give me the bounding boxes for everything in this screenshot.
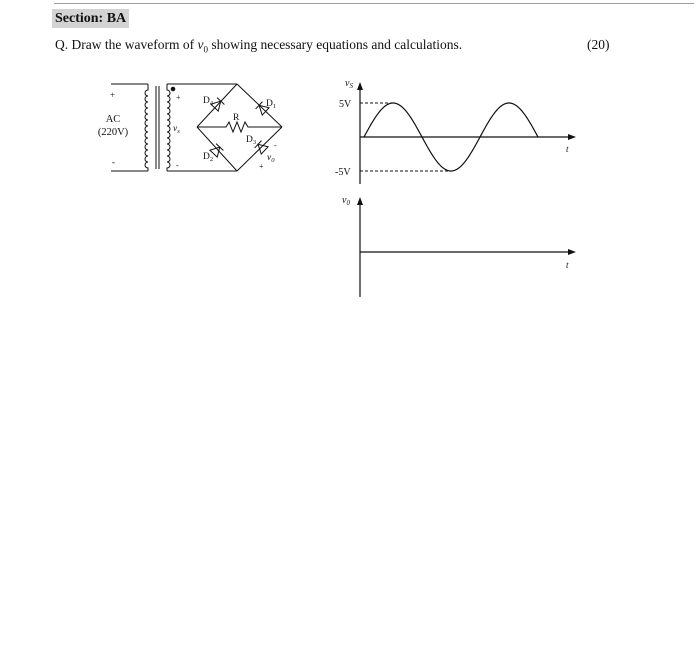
- resistor-label: R: [233, 113, 240, 123]
- bridge-rectifier-circuit: [111, 84, 282, 171]
- diode-d1-label: $D_1$: [266, 99, 277, 110]
- secondary-plus: +: [176, 93, 181, 102]
- question-marks: (20): [587, 37, 610, 52]
- output-y-axis-arrow: [357, 197, 363, 205]
- positive-peak-label: 5V: [339, 99, 352, 110]
- question-suffix: showing necessary equations and calculations.: [207, 37, 463, 52]
- secondary-voltage-label: $v_s$: [173, 124, 180, 135]
- negative-peak-label: -5V: [335, 167, 351, 178]
- input-x-axis-label: t: [566, 144, 569, 154]
- load-resistor: [197, 122, 282, 132]
- question-variable-subscript: 0: [203, 44, 208, 55]
- question-prefix: Q. Draw the waveform of: [55, 37, 198, 52]
- input-waveform-graph: [335, 78, 576, 184]
- output-x-axis-label: t: [566, 260, 569, 270]
- diode-d3-label: $D_3$: [246, 135, 257, 146]
- input-y-axis-label: $v_S$: [345, 78, 353, 90]
- question-variable: v: [197, 37, 204, 52]
- output-minus: -: [274, 141, 277, 150]
- primary-coil: [145, 84, 148, 171]
- primary-plus: +: [110, 90, 116, 100]
- ac-source-value: (220V): [97, 127, 129, 138]
- output-waveform-graph: [342, 195, 576, 297]
- secondary-minus: -: [176, 161, 179, 170]
- section-header: Section: BA: [52, 9, 129, 28]
- output-voltage-label: $v_0$: [267, 153, 275, 164]
- primary-minus: -: [112, 157, 115, 167]
- polarity-dot: [171, 87, 175, 91]
- diode-d2-label: $D_2$: [203, 152, 214, 163]
- output-x-axis-arrow: [568, 249, 576, 255]
- bridge-edge-d2: [197, 127, 237, 171]
- secondary-coil: [167, 84, 170, 171]
- input-y-axis-arrow: [357, 82, 363, 90]
- output-plus: +: [259, 162, 264, 171]
- output-y-axis-label: $v_0$: [342, 195, 350, 207]
- input-x-axis-arrow: [568, 134, 576, 140]
- ac-source-label: AC: [105, 114, 121, 125]
- diode-d4-label: $D_4$: [203, 96, 214, 107]
